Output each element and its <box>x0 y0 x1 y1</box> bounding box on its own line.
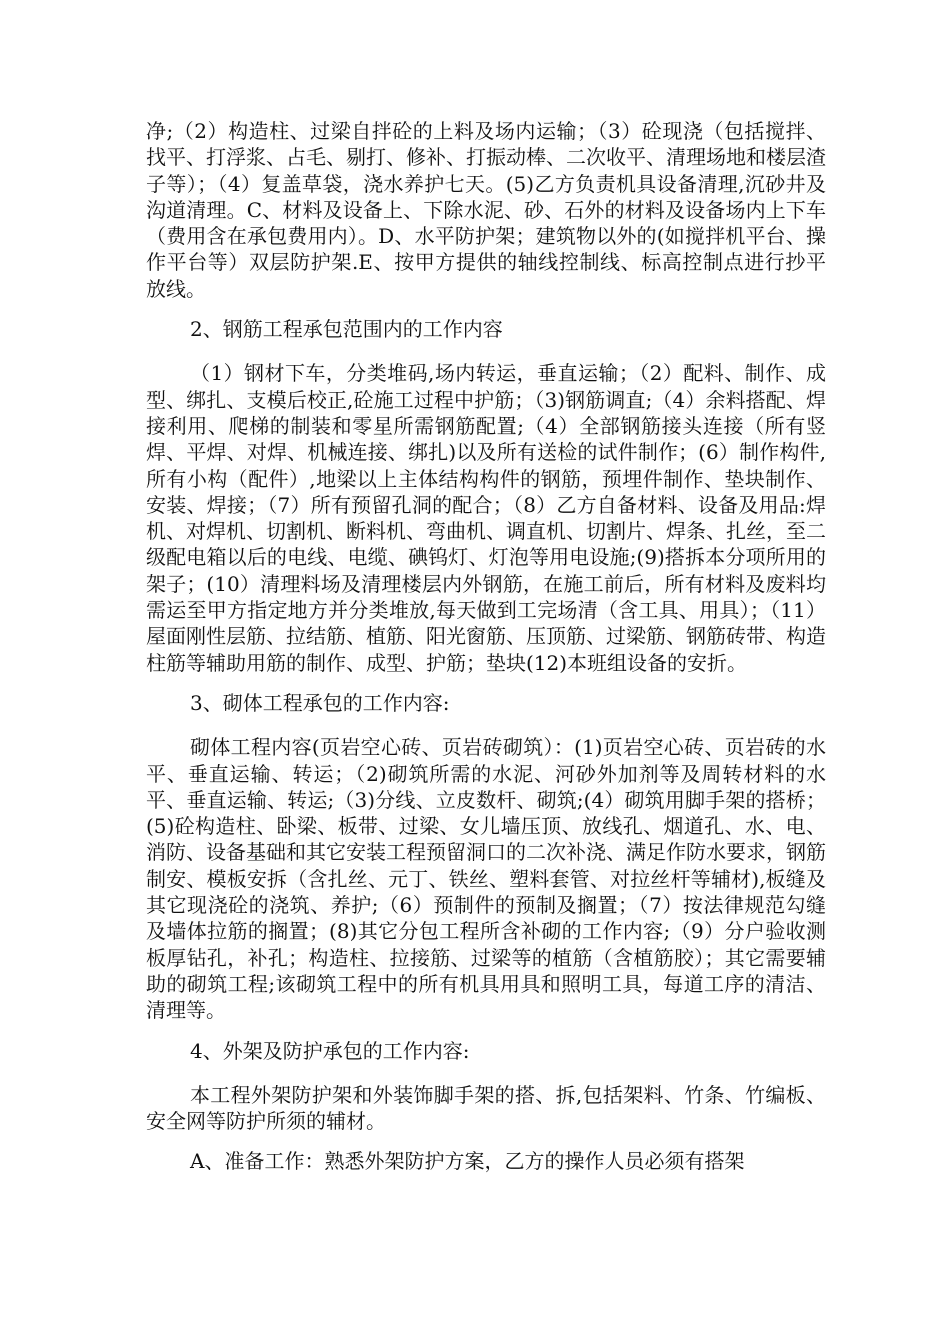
heading-rebar-scope: 2、钢筋工程承包范围内的工作内容 <box>190 317 503 342</box>
paragraph-masonry-scope: 砌体工程内容(页岩空心砖、页岩砖砌筑）：(1)页岩空心砖、页岩砖的水平、垂直运输、转运；（2)砌筑所需的水泥、河砂外加剂等及周转材料的水平、垂直运输、转运;（3)分线、立皮数杆、砌筑;(4）砌筑用脚手架的搭桥；(5)砼构造柱、卧梁、板带、过梁、女儿墙压顶、放线孔、烟道孔、水、电、消防、设备基础和其它安装工程预留洞口的二次补浇、满足作防水要求，钢筋制安、模板安拆（含扎丝、元丁、铁丝、塑料套管、对拉丝杆等辅材),板缝及其它现浇砼的浇筑、养护;（6）预制件的预制及搁置；（7）按法律规范勾缝及墙体拉筋的搁置；(8)其它分包工程所含补砌的工作内容;（9）分户验收测板厚钻孔，补孔；构造柱、拉接筋、过梁等的植筋（含植筋胶）；其它需要辅助的砌筑工程;该砌筑工程中的所有机具用具和照明工具，每道工序的清洁、清理等。 <box>146 735 826 1023</box>
heading-scaffold-scope: 4、外架及防护承包的工作内容: <box>190 1038 470 1063</box>
document-page <box>146 118 826 1175</box>
paragraph-rebar-scope: （1）钢材下车，分类堆码,场内转运，垂直运输；（2）配料、制作、成型、绑扎、支模后校正,砼施工过程中护筋；（3)钢筋调直;（4）余料搭配、焊接利用、爬梯的制装和零星所需钢筋配置;（4）全部钢筋接头连接（所有竖焊、平焊、对焊、机械连接、绑扎)以及所有送检的试件制作；(6）制作构件,所有小构（配件）,地梁以上主体结构构件的钢筋，预埋件制作、垫块制作、安装、焊接；（7）所有预留孔洞的配合；（8）乙方自备材料、设备及用品:焊机、对焊机、切割机、断料机、弯曲机、调直机、切割片、焊条、扎丝，至二级配电箱以后的电线、电缆、碘钨灯、灯泡等用电设施;(9)搭拆本分项所用的架子；(10）清理料场及清理楼层内外钢筋，在施工前后，所有材料及废料均需运至甲方指定地方并分类堆放,每天做到工完场清（含工具、用具）；（11）屋面刚性层筋、拉结筋、植筋、阳光窗筋、压顶筋、过梁筋、钢筋砖带、构造柱筋等辅助用筋的制作、成型、护筋；垫块(12)本班组设备的安折。 <box>146 361 826 675</box>
paragraph-preparation: A、准备工作：熟悉外架防护方案，乙方的操作人员必须有搭架 <box>190 1149 745 1174</box>
paragraph-concrete-scope: 净;（2）构造柱、过梁自拌砼的上料及场内运输；（3）砼现浇（包括搅拌、找平、打浮浆、占毛、剔打、修补、打振动棒、二次收平、清理场地和楼层渣子等）；（4）复盖草袋，浇水养护七天。(5)乙方负责机具设备清理,沉砂井及沟道清理。C、材料及设备上、下除水泥、砂、石外的材料及设备场内上下车（费用含在承包费用内）。D、水平防护架；建筑物以外的(如搅拌机平台、操作平台等）双层防护架.E、按甲方提供的轴线控制线、标高控制点进行抄平放线。 <box>146 119 826 301</box>
heading-masonry-scope: 3、砌体工程承包的工作内容: <box>190 690 450 715</box>
paragraph-scaffold-scope: 本工程外架防护架和外装饰脚手架的搭、拆,包括架料、竹条、竹编板、安全网等防护所须的辅材。 <box>146 1082 826 1134</box>
